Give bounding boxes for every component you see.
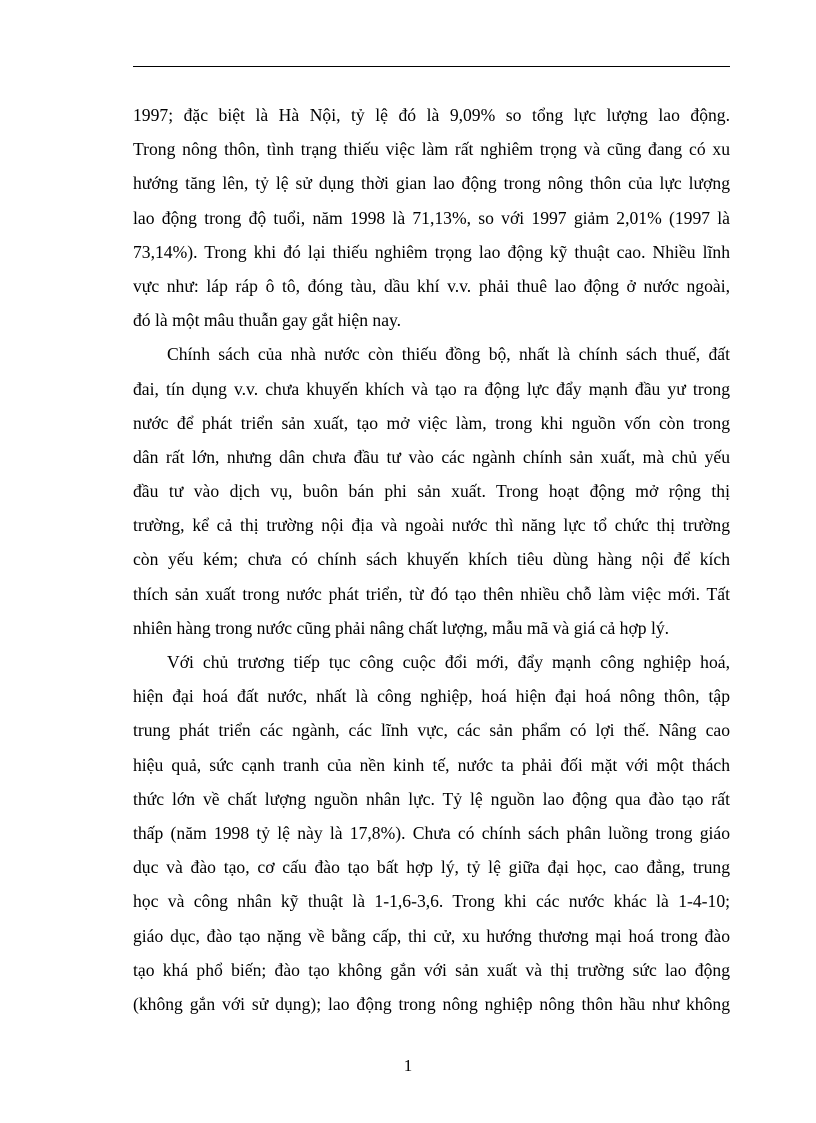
header-rule — [133, 66, 730, 67]
text-line: Trong nông thôn, tình trạng thiếu việc làm rất nghiêm trọng và cũng đang có xu — [133, 139, 730, 160]
text-line: (không gắn với sử dụng); lao động trong nông nghiệp nông thôn hầu như không — [133, 993, 730, 1014]
text-line: thấp (năm 1998 tỷ lệ này là 17,8%). Chưa có chính sách phân luồng trong giáo — [133, 822, 730, 843]
text-line: dân rất lớn, nhưng dân chưa đầu tư vào các ngành chính sản xuất, mà chủ yếu — [133, 446, 730, 467]
body-text — [133, 98, 730, 1021]
text-line: hiện đại hoá đất nước, nhất là công nghiệp, hoá hiện đại hoá nông thôn, tập — [133, 686, 730, 707]
text-line: 1997; đặc biệt là Hà Nội, tỷ lệ đó là 9,09% so tổng lực lượng lao động. — [133, 105, 730, 125]
text-line: hiệu quả, sức cạnh tranh của nền kinh tế, nước ta phải đối mặt với một thách — [133, 754, 730, 775]
page-number: 1 — [403, 1056, 413, 1075]
text-line: Với chủ trương tiếp tục công cuộc đổi mới, đẩy mạnh công nghiệp hoá, — [167, 652, 730, 672]
text-line: thích sản xuất trong nước phát triển, từ đó tạo thên nhiều chỗ làm việc mới. Tất — [133, 583, 730, 604]
text-line: tạo khá phổ biến; đào tạo không gắn với sản xuất và thị trường sức lao động — [133, 959, 730, 980]
paragraph-3 — [133, 645, 730, 1021]
text-line: 73,14%). Trong khi đó lại thiếu nghiêm trọng lao động kỹ thuật cao. Nhiều lĩnh — [133, 241, 730, 262]
text-line: Chính sách của nhà nước còn thiếu đồng bộ, nhất là chính sách thuế, đất — [167, 344, 730, 365]
text-line: lao động trong độ tuổi, năm 1998 là 71,13%, so với 1997 giảm 2,01% (1997 là — [133, 207, 730, 228]
text-line: trung phát triển các ngành, các lĩnh vực, các sản phẩm có lợi thế. Nâng cao — [133, 720, 730, 741]
text-line: đầu tư vào dịch vụ, buôn bán phi sản xuất. Trong hoạt động mở rộng thị — [133, 481, 730, 502]
paragraph-1 — [133, 98, 730, 337]
text-line: còn yếu kém; chưa có chính sách khuyến khích tiêu dùng hàng nội để kích — [133, 549, 730, 570]
text-line: giáo dục, đào tạo nặng về bằng cấp, thi cử, xu hướng thương mại hoá trong đào — [133, 925, 730, 946]
text-line: nhiên hàng trong nước cũng phải nâng chất lượng, mẫu mã và giá cả hợp lý. — [133, 617, 670, 638]
paragraph-2 — [133, 337, 730, 645]
text-line: học và công nhân kỹ thuật là 1-1,6-3,6. Trong khi các nước khác là 1-4-10; — [133, 891, 730, 912]
text-line: vực như: láp ráp ô tô, đóng tàu, dầu khí v.v. phải thuê lao động ở nước ngoài, — [133, 275, 730, 296]
text-line: trường, kể cả thị trường nội địa và ngoài nước thì năng lực tổ chức thị trường — [133, 515, 730, 536]
text-line: thức lớn về chất lượng nguồn nhân lực. Tỷ lệ nguồn lao động qua đào tạo rất — [133, 788, 730, 809]
text-line: đai, tín dụng v.v. chưa khuyến khích và tạo ra động lực đẩy mạnh đầu yư trong — [133, 378, 730, 399]
text-line: nước để phát triển sản xuất, tạo mở việc làm, trong khi nguồn vốn còn trong — [133, 412, 730, 433]
text-line: dục và đào tạo, cơ cấu đào tạo bất hợp lý, tỷ lệ giữa đại học, cao đẳng, trung — [133, 857, 730, 878]
text-line: hướng tăng lên, tỷ lệ sử dụng thời gian lao động trong nông thôn của lực lượng — [133, 173, 730, 194]
text-line: đó là một mâu thuẫn gay gắt hiện nay. — [133, 310, 402, 331]
